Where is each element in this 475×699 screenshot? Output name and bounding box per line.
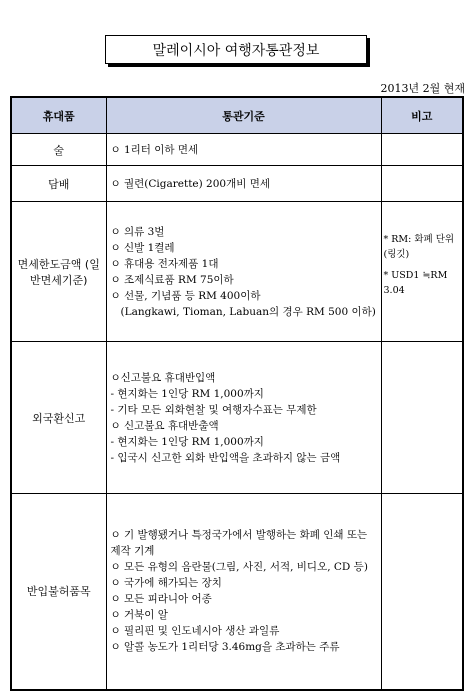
row-note — [381, 494, 463, 690]
standard-line: - 입국시 신고한 외화 반입액을 초과하지 않는 금액 — [110, 451, 341, 464]
row-item — [11, 202, 106, 342]
row-standard — [106, 202, 381, 342]
standard-line: ㅇ 모든 피라니아 어종 — [110, 593, 212, 606]
table-row — [11, 202, 463, 342]
header-standard: 통관기준 — [106, 97, 381, 134]
row-standard — [106, 494, 381, 690]
table-row — [11, 342, 463, 494]
standard-line: ㅇ 휴대용 전자제품 1대 — [110, 257, 219, 270]
date-stamp: 2013년 2월 현재 — [380, 82, 465, 95]
header-row — [11, 97, 463, 134]
document-title — [105, 35, 367, 64]
standard-line: ㅇ 알콜 농도가 1리터당 3.46mg을 초과하는 주류 — [110, 641, 340, 654]
title-text: 말레이시아 여행자통관정보 — [152, 42, 320, 59]
row-standard — [106, 134, 381, 166]
customs-table — [10, 96, 464, 691]
row-item: 담배 — [11, 166, 106, 202]
standard-line: ㅇ 거북이 알 — [110, 609, 168, 622]
standard-line: ㅇ 조제식료품 RM 75이하 — [110, 273, 234, 286]
note-line: * RM: 화폐 단위 (링깃) — [383, 234, 455, 260]
standard-line: ㅇ 필리핀 및 인도네시아 생산 과일류 — [110, 625, 280, 638]
row-note — [381, 202, 463, 342]
note-line: * USD1 ≒RM 3.04 — [383, 270, 448, 296]
row-item: 외국환신고 — [11, 342, 106, 494]
row-note — [381, 166, 463, 202]
standard-line: - 기타 모든 외화현찰 및 여행자수표는 무제한 — [110, 403, 317, 416]
standard-line: - 현지화는 1인당 RM 1,000까지 — [110, 435, 264, 448]
row-item-label: 면세한도금액 (일반면세기준) — [17, 257, 100, 287]
standard-line: ㅇ 궐련(Cigarette) 200개비 면세 — [110, 177, 271, 190]
standard-line: ㅇ 신고불요 휴대반출액 — [110, 419, 219, 432]
row-item: 반입불허품목 — [11, 494, 106, 690]
table-row — [11, 134, 463, 166]
standard-line: ㅇ신고불요 휴대반입액 — [110, 371, 216, 384]
row-note — [381, 342, 463, 494]
standard-line: ㅇ 1리터 이하 면세 — [110, 143, 199, 156]
standard-line: (Langkawi, Tioman, Labuan의 경우 RM 500 이하) — [120, 305, 376, 318]
standard-line: ㅇ 신발 1켤레 — [110, 241, 175, 254]
row-standard — [106, 166, 381, 202]
standard-line: - 현지화는 1인당 RM 1,000까지 — [110, 387, 264, 400]
standard-line: ㅇ 기 발행됐거나 특정국가에서 발행하는 화폐 인쇄 또는 제작 기계 — [110, 529, 368, 558]
table-row — [11, 166, 463, 202]
row-item: 술 — [11, 134, 106, 166]
standard-line: ㅇ 국가에 해가되는 장치 — [110, 577, 222, 590]
standard-line: ㅇ 선물, 기념품 등 RM 400이하 — [110, 289, 261, 302]
row-note — [381, 134, 463, 166]
standard-line: ㅇ 모든 유형의 음란물(그림, 사진, 서적, 비디오, CD 등) — [110, 561, 368, 574]
table-row — [11, 494, 463, 690]
header-note: 비고 — [381, 97, 463, 134]
standard-line: ㅇ 의류 3벌 — [110, 225, 165, 238]
row-standard — [106, 342, 381, 494]
header-item: 휴대품 — [11, 97, 106, 134]
